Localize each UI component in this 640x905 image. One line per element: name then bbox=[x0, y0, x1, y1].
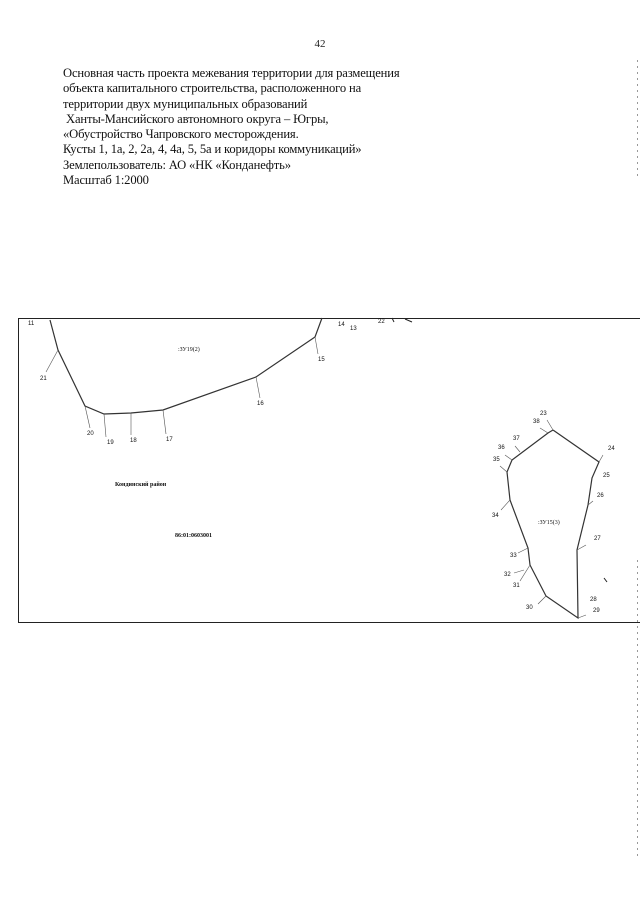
point-leader-line bbox=[538, 596, 546, 604]
point-leader-line bbox=[256, 377, 260, 398]
point-leader-line bbox=[46, 350, 58, 372]
header-line-6: Кусты 1, 1а, 2, 2а, 4, 4а, 5, 5а и коридоры коммуникаций» bbox=[63, 142, 362, 157]
boundary-point-label: 24 bbox=[608, 446, 615, 452]
header-line-7: Землепользователь: АО «НК «Конданефть» bbox=[63, 157, 291, 172]
point-leader-line bbox=[540, 428, 548, 433]
boundary-point-label: 25 bbox=[603, 473, 610, 479]
parcel-zu19-boundary bbox=[28, 318, 385, 446]
boundary-point-label: 38 bbox=[533, 419, 540, 425]
district-label: Кондинский район bbox=[115, 482, 167, 488]
boundary-point-label: 34 bbox=[492, 513, 499, 519]
boundary-point-label: 11 bbox=[28, 321, 35, 327]
boundary-point-label: 18 bbox=[130, 438, 137, 444]
boundary-point-label: 16 bbox=[257, 401, 264, 407]
boundary-point-label: 13 bbox=[350, 326, 357, 332]
parcel-label-zu19: :ЗУ19(2) bbox=[178, 347, 200, 353]
point-leader-line bbox=[315, 337, 318, 354]
parcel-boundary-line bbox=[50, 318, 322, 414]
boundary-point-label: 21 bbox=[40, 376, 47, 382]
boundary-point-label: 23 bbox=[540, 411, 547, 417]
header-line-5: «Обустройство Чапровского месторождения. bbox=[63, 127, 299, 142]
point-leader-line bbox=[104, 414, 106, 437]
point-leader-line bbox=[547, 420, 553, 430]
boundary-point-label: 29 bbox=[593, 608, 600, 614]
header-line-8: Масштаб 1:2000 bbox=[63, 173, 149, 188]
point-leader-line bbox=[505, 455, 512, 460]
boundary-point-label: 35 bbox=[493, 457, 500, 463]
point-leader-line bbox=[163, 410, 166, 434]
point-leader-line bbox=[500, 466, 507, 472]
boundary-point-label: 20 bbox=[87, 431, 94, 437]
boundary-point-label: 26 bbox=[597, 493, 604, 499]
boundary-point-label: 32 bbox=[504, 572, 511, 578]
point-leader-line bbox=[520, 565, 530, 581]
boundary-point-label: 33 bbox=[510, 553, 517, 559]
boundary-point-label: 14 bbox=[338, 322, 345, 328]
page-number: 42 bbox=[314, 38, 326, 50]
boundary-point-label: 37 bbox=[513, 436, 520, 442]
parcel-zu15-boundary bbox=[492, 411, 615, 618]
boundary-point-label: 28 bbox=[590, 597, 597, 603]
point-leader-line bbox=[515, 446, 520, 452]
parcel-label-zu15: :ЗУ15(3) bbox=[538, 520, 560, 526]
point-leader-line bbox=[599, 455, 603, 462]
boundary-point-label: 30 bbox=[526, 605, 533, 611]
boundary-point-label: 17 bbox=[166, 437, 173, 443]
boundary-point-label: 36 bbox=[498, 445, 505, 451]
boundary-point-label: 15 bbox=[318, 357, 325, 363]
boundary-point-label: 19 bbox=[107, 440, 114, 446]
point-leader-line bbox=[501, 500, 510, 510]
header-line-1: Основная часть проекта межевания территории для размещения bbox=[63, 66, 400, 80]
point-leader-line bbox=[514, 570, 524, 573]
boundary-point-label: 22 bbox=[378, 319, 385, 325]
cadastral-quarter-number: 86:01:0603001 bbox=[175, 533, 212, 539]
boundary-point-label: 31 bbox=[513, 583, 520, 589]
header-line-4: Ханты-Мансийского автономного округа – Югры, bbox=[66, 111, 329, 126]
point-leader-line bbox=[85, 406, 90, 428]
boundary-point-label: 27 bbox=[594, 536, 601, 542]
point-leader-line bbox=[578, 615, 586, 618]
header-line-2: объекта капитального строительства, расположенного на bbox=[63, 81, 362, 96]
point-leader-line bbox=[518, 548, 528, 553]
header-line-3: территории двух муниципальных образований bbox=[63, 96, 308, 111]
